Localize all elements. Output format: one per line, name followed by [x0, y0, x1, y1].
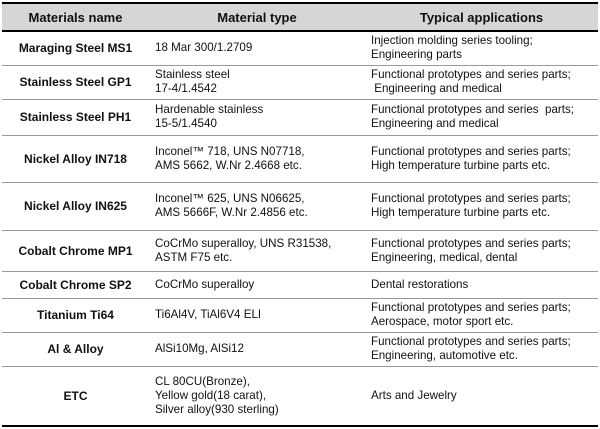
- table-row: [2, 298, 598, 332]
- table-row: [2, 31, 598, 65]
- application-line: Functional prototypes and series parts;: [371, 301, 571, 315]
- typical-applications: [365, 298, 598, 332]
- application-line: Engineering parts: [371, 48, 462, 62]
- typical-applications: [365, 183, 598, 230]
- application-line: Dental restorations: [371, 278, 469, 292]
- material-name: Cobalt Chrome MP1: [2, 230, 149, 272]
- material-type: [149, 183, 365, 230]
- materials-table-container: [2, 2, 598, 427]
- application-line: High temperature turbine parts etc.: [371, 159, 551, 173]
- application-line: Engineering, medical, dental: [371, 250, 518, 264]
- material-name: Cobalt Chrome SP2: [2, 272, 149, 298]
- header-typical-applications: Typical applications: [365, 3, 598, 31]
- material-name: Nickel Alloy IN625: [2, 183, 149, 230]
- typical-applications: [365, 99, 598, 135]
- table-row: [2, 183, 598, 230]
- material-name: Titanium Ti64: [2, 298, 149, 332]
- material-type: [149, 332, 365, 366]
- material-type-line: AMS 5666F, W.Nr 2.4856 etc.: [155, 206, 308, 220]
- application-line: Functional prototypes and series parts;: [371, 145, 571, 159]
- typical-applications: [365, 366, 598, 426]
- material-type: [149, 99, 365, 135]
- table-row: [2, 230, 598, 272]
- table-row: [2, 65, 598, 99]
- material-name: Stainless Steel GP1: [2, 65, 149, 99]
- typical-applications: [365, 272, 598, 298]
- application-line: Injection molding series tooling;: [371, 34, 533, 48]
- material-type: [149, 65, 365, 99]
- material-type-line: AlSi10Mg, AlSi12: [155, 342, 244, 356]
- material-type-line: CoCrMo superalloy: [155, 278, 255, 292]
- material-type: [149, 366, 365, 426]
- header-row: [2, 3, 598, 31]
- application-line: Engineering and medical: [371, 82, 502, 96]
- material-type-line: Inconel™ 718, UNS N07718,: [155, 145, 305, 159]
- material-type-line: Stainless steel: [155, 68, 230, 82]
- application-line: Functional prototypes and series parts;: [371, 335, 571, 349]
- application-line: Aerospace, motor sport etc.: [371, 315, 514, 329]
- application-line: Functional prototypes and series parts;: [371, 68, 571, 82]
- material-type-line: 18 Mar 300/1.2709: [155, 41, 253, 55]
- application-line: Arts and Jewelry: [371, 388, 457, 402]
- table-row: [2, 99, 598, 135]
- material-type-line: Yellow gold(18 carat),: [155, 388, 267, 402]
- typical-applications: [365, 31, 598, 65]
- application-line: Engineering, automotive etc.: [371, 349, 518, 363]
- material-type-line: Inconel™ 625, UNS N06625,: [155, 192, 305, 206]
- material-name: Al & Alloy: [2, 332, 149, 366]
- material-type: [149, 230, 365, 272]
- material-name: Maraging Steel MS1: [2, 31, 149, 65]
- typical-applications: [365, 332, 598, 366]
- table-body: [2, 31, 598, 426]
- material-name: Nickel Alloy IN718: [2, 135, 149, 182]
- material-type-line: CoCrMo superalloy, UNS R31538,: [155, 236, 332, 250]
- material-type-line: AMS 5662, W.Nr 2.4668 etc.: [155, 159, 302, 173]
- header-materials-name: Materials name: [2, 3, 149, 31]
- application-line: Functional prototypes and series parts;: [371, 192, 571, 206]
- material-type: [149, 298, 365, 332]
- material-type: [149, 31, 365, 65]
- material-type: [149, 135, 365, 182]
- typical-applications: [365, 230, 598, 272]
- table-header: [2, 3, 598, 31]
- material-type-line: 15-5/1.4540: [155, 117, 217, 131]
- application-line: Engineering and medical: [371, 117, 499, 131]
- material-type-line: ASTM F75 etc.: [155, 250, 233, 264]
- material-type-line: CL 80CU(Bronze),: [155, 374, 250, 388]
- application-line: Functional prototypes and series parts;: [371, 103, 574, 117]
- application-line: Functional prototypes and series parts;: [371, 236, 571, 250]
- material-type-line: Ti6Al4V, TiAl6V4 ELI: [155, 308, 262, 322]
- material-type-line: Silver alloy(930 sterling): [155, 402, 279, 416]
- table-row: [2, 272, 598, 298]
- materials-table: [2, 2, 598, 427]
- material-name: Stainless Steel PH1: [2, 99, 149, 135]
- table-row: [2, 366, 598, 426]
- table-row: [2, 332, 598, 366]
- typical-applications: [365, 65, 598, 99]
- material-type-line: 17-4/1.4542: [155, 82, 217, 96]
- material-name: ETC: [2, 366, 149, 426]
- material-type: [149, 272, 365, 298]
- material-type-line: Hardenable stainless: [155, 103, 264, 117]
- table-row: [2, 135, 598, 182]
- typical-applications: [365, 135, 598, 182]
- application-line: High temperature turbine parts etc.: [371, 206, 551, 220]
- header-material-type: Material type: [149, 3, 365, 31]
